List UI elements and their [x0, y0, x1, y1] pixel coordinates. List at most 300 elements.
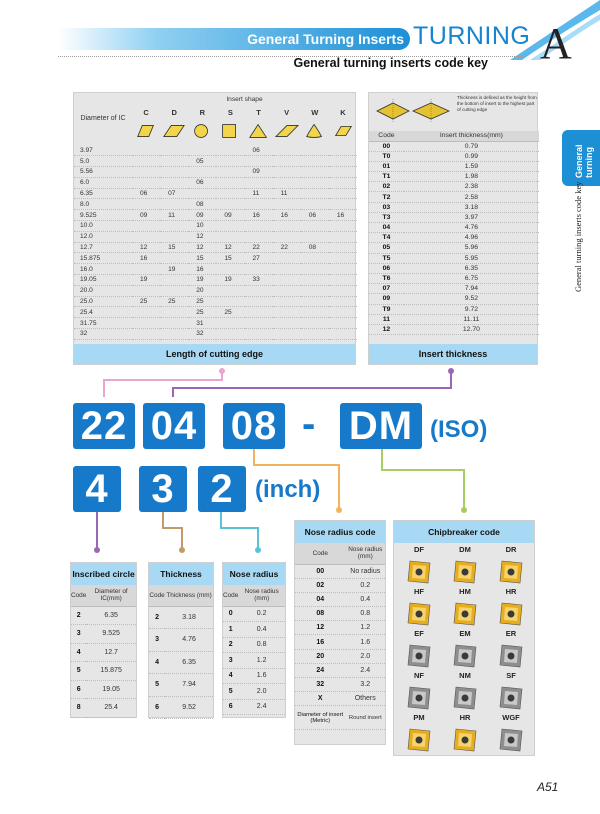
cutting-edge-cell	[273, 264, 301, 275]
cutting-edge-cell	[216, 296, 244, 307]
cutting-edge-cell: 16	[273, 210, 301, 221]
cutting-edge-cell: 33	[245, 275, 273, 286]
thickness-code-cell: T1	[369, 172, 404, 182]
side-vertical-title: General turning inserts code key	[573, 181, 583, 292]
insert-photo-icon	[450, 683, 480, 713]
length-of-cutting-edge-label: Length of cutting edge	[74, 344, 355, 364]
table-row	[369, 161, 539, 171]
cutting-edge-cell: 09	[188, 210, 216, 221]
code-cell: 0	[223, 606, 238, 622]
page-number: A51	[537, 780, 559, 794]
side-tab-label-2: turning	[584, 147, 594, 178]
code-cell: 04	[295, 592, 346, 606]
cutting-edge-cell	[301, 307, 329, 318]
cutting-edge-cell: 22	[273, 242, 301, 253]
chipbreaker-item	[442, 587, 488, 629]
cutting-edge-cell	[273, 231, 301, 242]
thickness-mm-cell: 2.58	[404, 192, 539, 202]
thickness-mm-cell: 3.97	[404, 212, 539, 222]
cutting-edge-cell	[216, 145, 244, 156]
code-cell: 12	[295, 621, 346, 635]
insert-shape-header: Insert shape	[226, 95, 263, 103]
cutting-edge-cell: 19	[216, 275, 244, 286]
value-cell: 0.8	[346, 607, 386, 621]
chipbreaker-item	[442, 629, 488, 671]
table-row	[369, 151, 539, 161]
iso-label: (ISO)	[430, 416, 488, 443]
value-cell: 1.2	[346, 621, 386, 635]
table-row	[369, 192, 539, 202]
thickness-code-cell: 09	[369, 294, 404, 304]
cutting-edge-cell: 25	[132, 296, 160, 307]
cutting-edge-cell	[329, 145, 357, 156]
ic-diameter-cell: 6.0	[74, 177, 132, 188]
thickness-mm-cell: 6.75	[404, 273, 539, 283]
thickness-code-cell: T2	[369, 192, 404, 202]
value-cell: 12.7	[86, 643, 136, 662]
cutting-edge-cell	[160, 221, 188, 232]
table-row	[74, 145, 357, 156]
thickness-code-cell: T9	[369, 304, 404, 314]
cutting-edge-cell	[301, 285, 329, 296]
thickness-mm-cell: 5.96	[404, 243, 539, 253]
thickness-mm-cell: 1.98	[404, 172, 539, 182]
table-row	[369, 182, 539, 192]
table-row	[223, 622, 285, 638]
diameter-of-ic-header: Diameter of IC	[80, 115, 126, 122]
cutting-edge-cell	[301, 177, 329, 188]
table-row	[295, 635, 385, 649]
cutting-edge-cell	[245, 285, 273, 296]
side-tab-general-turning[interactable]	[562, 130, 600, 186]
inscribed-circle-table	[70, 562, 137, 718]
cutting-edge-cell: 08	[188, 199, 216, 210]
table-row	[369, 304, 539, 314]
cutting-edge-cell	[132, 177, 160, 188]
shape-letter-v: V	[284, 107, 290, 117]
thickness-code-cell: 03	[369, 202, 404, 212]
thickness-code-cell: 11	[369, 314, 404, 324]
cutting-edge-cell	[301, 318, 329, 329]
cutting-edge-cell	[273, 296, 301, 307]
cutting-edge-cell: 12	[188, 242, 216, 253]
ic-diameter-cell: 16.0	[74, 264, 132, 275]
table-row	[223, 699, 285, 715]
value-cell: 2.4	[238, 699, 285, 715]
cutting-edge-cell	[216, 188, 244, 199]
value-cell: 2.4	[346, 663, 386, 677]
table-row	[295, 663, 385, 677]
cutting-edge-cell	[160, 199, 188, 210]
cutting-edge-cell	[132, 329, 160, 340]
cutting-edge-cell	[132, 199, 160, 210]
shape-letter-d: D	[171, 107, 177, 117]
table-row	[149, 606, 213, 629]
page-title: General turning inserts code key	[293, 56, 488, 70]
cutting-edge-cell	[329, 253, 357, 264]
cutting-edge-cell	[301, 253, 329, 264]
cutting-edge-cell: 15	[160, 242, 188, 253]
shape-letter-t: T	[256, 107, 261, 117]
chipbreaker-item	[488, 587, 534, 629]
cutting-edge-cell: 20	[188, 285, 216, 296]
cutting-edge-cell	[245, 231, 273, 242]
cutting-edge-cell: 19	[188, 275, 216, 286]
table-row	[74, 275, 357, 286]
chipbreaker-item	[488, 545, 534, 587]
ic-diameter-cell: 6.35	[74, 188, 132, 199]
thickness-code-cell: 01	[369, 161, 404, 171]
value-cell: Others	[346, 692, 386, 706]
cutting-edge-cell: 06	[188, 177, 216, 188]
insert-photo-icon	[404, 641, 434, 671]
cutting-edge-cell: 06	[245, 145, 273, 156]
table-row	[295, 564, 385, 578]
cutting-edge-cell	[216, 329, 244, 340]
code-cell: 6	[71, 680, 86, 699]
value-cell: 1.6	[238, 668, 285, 684]
table-row	[74, 199, 357, 210]
cutting-edge-cell	[329, 188, 357, 199]
value-cell: 6.35	[165, 651, 213, 674]
nr-mm-header: Nose radius (mm)	[346, 543, 386, 564]
cutting-edge-cell	[160, 156, 188, 167]
insert-thickness-panel	[368, 92, 538, 365]
table-row	[223, 653, 285, 669]
ic-diameter-cell: 25.4	[74, 307, 132, 318]
cutting-edge-cell	[301, 199, 329, 210]
ic-diameter-cell: 25.0	[74, 296, 132, 307]
code-cell: 5	[149, 674, 165, 697]
table-row	[74, 253, 357, 264]
insert-shape-table	[74, 93, 357, 340]
ic-diameter-cell: 10.0	[74, 221, 132, 232]
inch-code-ic: 4	[73, 466, 121, 512]
cutting-edge-cell	[273, 199, 301, 210]
code-cell: 3	[149, 629, 165, 652]
table-row	[74, 296, 357, 307]
thickness-mm-cell: 4.96	[404, 233, 539, 243]
code-cell: 4	[149, 651, 165, 674]
shape-letter-c: C	[143, 107, 149, 117]
nr-inch-code-header: Code	[223, 585, 238, 606]
table-row	[369, 253, 539, 263]
section-letter: A	[540, 19, 572, 68]
cutting-edge-cell	[329, 318, 357, 329]
code-cell: Diameter of insert (Metric)	[295, 706, 346, 730]
table-row	[223, 684, 285, 700]
thickness-mm-cell: 4.76	[404, 223, 539, 233]
shape-icon-cell	[188, 119, 216, 145]
thickness-code-cell: 00	[369, 141, 404, 151]
cutting-edge-cell: 11	[245, 188, 273, 199]
chipbreaker-item	[488, 713, 534, 755]
cutting-edge-cell	[329, 275, 357, 286]
inch-code-thickness: 3	[139, 466, 187, 512]
cutting-edge-cell	[245, 264, 273, 275]
value-cell: 9.525	[86, 625, 136, 644]
cutting-edge-cell	[132, 221, 160, 232]
chipbreaker-title: Chipbreaker code	[394, 521, 534, 543]
shape-icon-cell	[245, 119, 273, 145]
table-row	[149, 696, 213, 719]
inscribed-circle-title: Inscribed circle	[71, 563, 136, 585]
value-cell: 25.4	[86, 699, 136, 718]
shape-letter-s: S	[227, 107, 233, 117]
chipbreaker-item	[442, 545, 488, 587]
cutting-edge-cell	[301, 167, 329, 178]
shape-letter-r: R	[199, 107, 206, 117]
thickness-mm-cell: 6.35	[404, 263, 539, 273]
value-cell: 9.52	[165, 696, 213, 719]
chipbreaker-code: HR	[459, 713, 471, 722]
insert-photo-icon	[496, 641, 526, 671]
thickness-code-cell: 02	[369, 182, 404, 192]
shape-icon-cell	[329, 119, 357, 145]
cutting-edge-cell: 12	[188, 231, 216, 242]
thickness-mm-cell: 5.95	[404, 253, 539, 263]
value-cell: 1.2	[238, 653, 285, 669]
cutting-edge-cell	[132, 156, 160, 167]
table-row	[149, 629, 213, 652]
value-cell: 4.76	[165, 629, 213, 652]
thickness-code-cell: T5	[369, 253, 404, 263]
cutting-edge-cell: 09	[245, 167, 273, 178]
cutting-edge-cell: 16	[245, 210, 273, 221]
value-cell: 6.35	[86, 606, 136, 625]
thickness-code-header: Code	[369, 131, 404, 141]
square-icon	[218, 122, 242, 140]
cutting-edge-cell	[273, 307, 301, 318]
chipbreaker-code: DF	[414, 545, 424, 554]
table-row	[74, 307, 357, 318]
code-cell: 6	[149, 696, 165, 719]
cutting-edge-cell: 25	[160, 296, 188, 307]
cutting-edge-cell	[132, 231, 160, 242]
cutting-edge-cell	[245, 199, 273, 210]
cutting-edge-cell	[273, 167, 301, 178]
insert-photo-icon	[404, 557, 434, 587]
table-row	[74, 210, 357, 221]
ic-diameter-cell: 15.875	[74, 253, 132, 264]
nr-code-header: Code	[295, 543, 346, 564]
cutting-edge-cell	[301, 296, 329, 307]
thickness-mm-cell: 0.79	[404, 141, 539, 151]
chipbreaker-item	[396, 545, 442, 587]
code-cell: 4	[71, 643, 86, 662]
table-row	[223, 606, 285, 622]
cutting-edge-cell	[160, 167, 188, 178]
table-row	[149, 674, 213, 697]
cutting-edge-cell: 08	[301, 242, 329, 253]
thickness-code-cell: 05	[369, 243, 404, 253]
cutting-edge-cell	[160, 177, 188, 188]
ic-code-header: Code	[71, 585, 86, 606]
thickness-code-cell: T0	[369, 151, 404, 161]
cutting-edge-cell	[245, 318, 273, 329]
cutting-edge-cell: 12	[132, 242, 160, 253]
cutting-edge-cell	[216, 156, 244, 167]
table-row	[369, 202, 539, 212]
cutting-edge-cell	[301, 329, 329, 340]
code-cell: 2	[71, 606, 86, 625]
value-cell: 0.2	[238, 606, 285, 622]
thickness-code-cell: 12	[369, 324, 404, 334]
code-cell: 32	[295, 678, 346, 692]
cutting-edge-cell	[273, 156, 301, 167]
table-row	[223, 668, 285, 684]
ic-diameter-cell: 12.0	[74, 231, 132, 242]
cutting-edge-cell	[160, 231, 188, 242]
cutting-edge-cell: 10	[188, 221, 216, 232]
table-row	[295, 607, 385, 621]
table-row	[369, 273, 539, 283]
chipbreaker-code: EM	[459, 629, 471, 638]
cutting-edge-cell	[245, 307, 273, 318]
value-cell: No radius	[346, 564, 386, 578]
value-cell: 2.0	[346, 649, 386, 663]
cutting-edge-cell	[132, 318, 160, 329]
value-cell: 19.05	[86, 680, 136, 699]
ic-diameter-cell: 20.0	[74, 285, 132, 296]
table-row	[71, 662, 136, 681]
table-row	[74, 221, 357, 232]
cutting-edge-cell	[273, 253, 301, 264]
table-row	[295, 692, 385, 706]
value-cell: 0.8	[238, 637, 285, 653]
cutting-edge-cell	[301, 145, 329, 156]
chipbreaker-item	[442, 713, 488, 755]
table-row	[149, 651, 213, 674]
cutting-edge-cell: 15	[188, 253, 216, 264]
rhombus-80-icon	[134, 122, 158, 140]
thickness-mm-cell: 7.94	[404, 284, 539, 294]
chipbreaker-code: NF	[414, 671, 424, 680]
iso-code-ic: 22	[73, 403, 135, 449]
cutting-edge-cell	[301, 188, 329, 199]
value-cell: 15.875	[86, 662, 136, 681]
code-cell: 08	[295, 607, 346, 621]
thickness-mm-cell: 0.99	[404, 151, 539, 161]
value-cell: 0.4	[346, 592, 386, 606]
cutting-edge-cell	[132, 285, 160, 296]
cutting-edge-cell: 07	[160, 188, 188, 199]
code-cell: 5	[223, 684, 238, 700]
cutting-edge-cell: 12	[216, 242, 244, 253]
value-cell: 3.18	[165, 606, 213, 629]
code-cell: 6	[223, 699, 238, 715]
thickness-mm-cell: 9.72	[404, 304, 539, 314]
cutting-edge-cell: 25	[188, 296, 216, 307]
table-row	[295, 578, 385, 592]
insert-photo-icon	[450, 599, 480, 629]
chipbreaker-item	[488, 629, 534, 671]
table-row	[369, 314, 539, 324]
cutting-edge-cell	[160, 253, 188, 264]
thickness-code-cell: 04	[369, 223, 404, 233]
cutting-edge-cell	[188, 167, 216, 178]
cutting-edge-cell	[216, 231, 244, 242]
ic-diameter-cell: 12.7	[74, 242, 132, 253]
chipbreaker-code: WGF	[502, 713, 520, 722]
cutting-edge-cell: 22	[245, 242, 273, 253]
code-cell: 4	[223, 668, 238, 684]
ic-diameter-cell: 3.97	[74, 145, 132, 156]
cutting-edge-cell	[160, 307, 188, 318]
chipbreaker-item	[442, 671, 488, 713]
thickness-code-cell: T6	[369, 273, 404, 283]
insert-photo-icon	[450, 641, 480, 671]
cutting-edge-cell	[245, 156, 273, 167]
thk-inch-mm-header: Thickness (mm)	[165, 585, 213, 606]
cutting-edge-cell	[329, 307, 357, 318]
chipbreaker-item	[396, 629, 442, 671]
value-cell: 0.2	[346, 578, 386, 592]
table-row	[295, 592, 385, 606]
chipbreaker-code: HR	[505, 587, 517, 596]
cutting-edge-cell: 11	[160, 210, 188, 221]
insert-thickness-table	[369, 131, 539, 335]
nose-radius-code-title: Nose radius code	[295, 521, 385, 543]
ic-diameter-cell: 9.525	[74, 210, 132, 221]
cutting-edge-cell	[216, 177, 244, 188]
table-row	[369, 141, 539, 151]
cutting-edge-cell	[216, 199, 244, 210]
cutting-edge-cell	[329, 242, 357, 253]
cutting-edge-cell	[329, 221, 357, 232]
table-row	[369, 294, 539, 304]
cutting-edge-cell	[273, 285, 301, 296]
nr-inch-mm-header: Nose radius (mm)	[238, 585, 285, 606]
cutting-edge-cell	[301, 221, 329, 232]
table-row	[74, 318, 357, 329]
rhombus-55-icon	[162, 122, 186, 140]
cutting-edge-cell	[188, 188, 216, 199]
table-row	[74, 156, 357, 167]
cutting-edge-cell: 32	[188, 329, 216, 340]
thickness-code-cell: T3	[369, 212, 404, 222]
rhombus-35-icon	[275, 122, 299, 140]
code-cell: 02	[295, 578, 346, 592]
thickness-mm-cell: 3.18	[404, 202, 539, 212]
side-tab-label-1: General	[574, 144, 584, 178]
cutting-edge-cell	[216, 167, 244, 178]
code-cell: 5	[71, 662, 86, 681]
cutting-edge-cell	[160, 285, 188, 296]
table-row	[369, 223, 539, 233]
cutting-edge-cell	[216, 318, 244, 329]
code-cell: 2	[149, 606, 165, 629]
cutting-edge-cell	[160, 275, 188, 286]
nose-radius-inch-title: Nose radius	[223, 563, 285, 585]
value-cell: 2.0	[238, 684, 285, 700]
cutting-edge-cell	[273, 318, 301, 329]
table-row	[74, 264, 357, 275]
cutting-edge-cell	[301, 275, 329, 286]
cutting-edge-cell: 31	[188, 318, 216, 329]
chipbreaker-code: DR	[505, 545, 517, 554]
iso-code-dash: -	[302, 402, 316, 446]
table-row	[295, 706, 385, 730]
inch-code-nose-radius: 2	[198, 466, 246, 512]
cutting-edge-cell	[216, 221, 244, 232]
cutting-edge-cell: 19	[160, 264, 188, 275]
cutting-edge-cell	[273, 329, 301, 340]
insert-shape-panel	[73, 92, 356, 365]
table-row	[74, 177, 357, 188]
chipbreaker-code: HM	[459, 587, 471, 596]
table-row	[369, 172, 539, 182]
